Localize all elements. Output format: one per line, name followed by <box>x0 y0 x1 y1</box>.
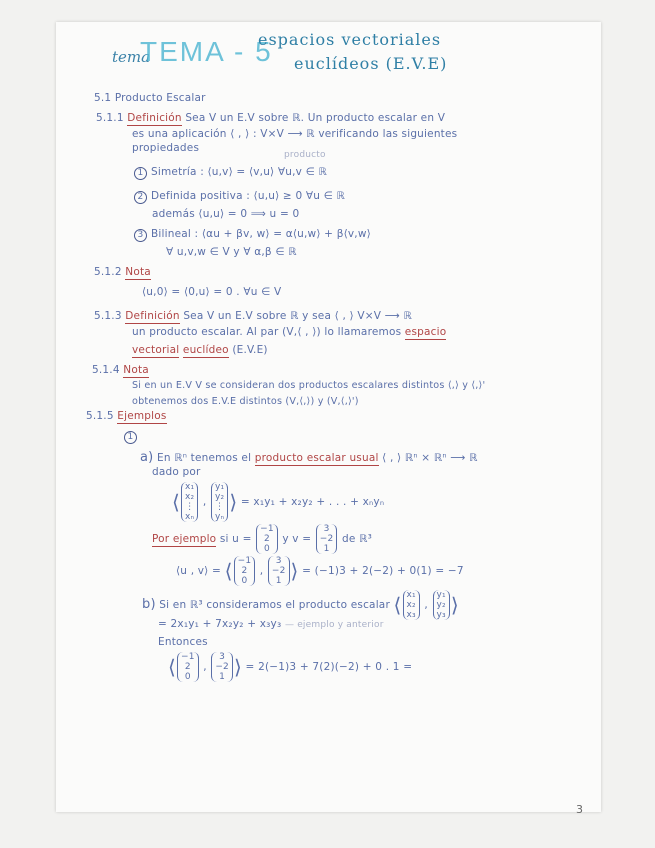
example-number <box>124 430 141 444</box>
section-5-1-heading: 5.1 Producto Escalar <box>94 92 206 104</box>
section-number: 5.1.3 <box>94 310 122 322</box>
property-bilinear-quantifier: ∀ u,v,w ∈ V y ∀ α,β ∈ ℝ <box>166 246 297 258</box>
section-number: 5.1.5 <box>86 410 114 422</box>
definition-5-1-3-line3 <box>132 344 268 356</box>
section-number: 5.1.4 <box>92 364 120 376</box>
label-b: b) <box>142 597 156 612</box>
section-number: 5.1.1 <box>96 112 124 124</box>
text: En ℝⁿ tenemos el <box>157 452 252 464</box>
property-text: Bilineal : ⟨αu + βv, w⟩ = α⟨u,w⟩ + β⟨v,w⟩ <box>151 228 371 240</box>
property-text: Definida positiva : ⟨u,u⟩ ≥ 0 ∀u ∈ ℝ <box>151 190 346 202</box>
vector-y: y₁ y₂ y₃ <box>433 590 450 620</box>
property-bilinear <box>134 228 371 242</box>
property-text: Simetría : ⟨u,v⟩ = ⟨v,u⟩ ∀u,v ∈ ℝ <box>151 166 328 178</box>
vector-v: 3 −2 1 <box>211 652 233 682</box>
example-a-line2: dado por <box>152 466 201 478</box>
property-positive-note: además ⟨u,u⟩ = 0 ⟹ u = 0 <box>152 208 300 220</box>
title-line1: espacios vectoriales <box>258 30 442 49</box>
term-euclideo: euclídeo <box>182 344 229 356</box>
term-eve: (E.V.E) <box>232 344 268 356</box>
formula: = 2x₁y₁ + 7x₂y₂ + x₃y₃ <box>158 618 282 630</box>
note-5-1-2-heading <box>94 266 151 278</box>
definition-text: Sea V un E.V sobre ℝ y sea ⟨ , ⟩ V×V ⟶ ℝ <box>183 310 412 322</box>
number-circle: 2 <box>134 191 147 204</box>
note-5-1-4-heading <box>92 364 149 376</box>
examples-5-1-5-heading <box>86 410 167 422</box>
calc: = 2(−1)3 + 7(2)(−2) + 0 . 1 = <box>245 661 413 673</box>
definition-5-1-1-line1 <box>96 112 445 124</box>
note-5-1-4-line2: obtenemos dos E.V.E distintos (V,⟨,⟩) y (V,⟨,⟩') <box>132 396 359 407</box>
example-b-line1: b) Si en ℝ³ consideramos el producto escalar ⟨ x₁ x₂ x₃ , y₁ y₂ y₃ ⟩ <box>142 590 459 620</box>
text: de ℝ³ <box>342 533 373 545</box>
example-a-ejemplo <box>152 524 372 554</box>
number-circle: 3 <box>134 229 147 242</box>
example-a-line1 <box>140 450 478 465</box>
example-b-calc: ⟨ −1 2 0 , 3 −2 1 ⟩ = 2(−1)3 + 7(2)(−2) + 0 . 1 = <box>168 652 413 682</box>
number-circle: 1 <box>124 431 137 444</box>
formula-rhs: = x₁y₁ + x₂y₂ + . . . + xₙyₙ <box>240 496 385 508</box>
examples-word: Ejemplos <box>117 410 167 422</box>
vector-u: −1 2 0 <box>256 524 278 554</box>
text: si u = <box>219 533 252 545</box>
right-angle: ⟩ <box>229 490 238 514</box>
example-a-calc: ⟨u , v⟩ = ⟨ −1 2 0 , 3 −2 1 ⟩ = (−1)3 + 2(−2) + 0(1) = −7 <box>176 556 464 586</box>
text: Si en ℝ³ consideramos el producto escalar <box>159 599 390 611</box>
example-a-formula: ⟨x₁ x₂ ⋮ xₙ , y₁ y₂ ⋮ yₙ⟩ = x₁y₁ + x₂y₂ + . . . + xₙyₙ <box>172 482 385 522</box>
title-tema-small: tema <box>112 48 151 66</box>
term-espacio: espacio <box>404 326 447 338</box>
vector-x: x₁ x₂ x₃ <box>403 590 420 620</box>
label-a: a) <box>140 450 154 465</box>
title-line2: euclídeos (E.V.E) <box>294 54 448 73</box>
vector-u: −1 2 0 <box>177 652 199 682</box>
brace-label-producto: producto <box>284 150 326 160</box>
definition-text: Sea V un E.V sobre ℝ. Un producto escalar en V <box>185 112 446 124</box>
calc-result: = (−1)3 + 2(−2) + 0(1) = −7 <box>302 565 464 577</box>
example-b-formula <box>158 618 384 630</box>
note-word: Nota <box>125 266 151 278</box>
definition-word: Definición <box>127 112 182 124</box>
definition-5-1-1-line3: propiedades <box>132 142 200 154</box>
definition-5-1-3-line1 <box>94 310 412 322</box>
title-tema-big: TEMA - 5 <box>140 36 273 67</box>
definition-5-1-3-line2 <box>132 326 446 338</box>
example-b-entonces: Entonces <box>158 636 208 648</box>
number-circle: 1 <box>134 167 147 180</box>
vector-v: 3 −2 1 <box>316 524 338 554</box>
page-number: 3 <box>576 803 584 816</box>
note-word: Nota <box>123 364 149 376</box>
definition-text: un producto escalar. Al par (V,⟨ , ⟩) lo llamaremos <box>132 326 402 338</box>
definition-word: Definición <box>125 310 180 322</box>
text: ⟨ , ⟩ ℝⁿ × ℝⁿ ⟶ ℝ <box>382 452 478 464</box>
property-positive-definite <box>134 190 345 204</box>
vector-y: y₁ y₂ ⋮ yₙ <box>211 482 228 522</box>
definition-5-1-1-line2: es una aplicación ⟨ , ⟩ : V×V ⟶ ℝ verificando las siguientes <box>132 128 458 140</box>
term-vectorial: vectorial <box>132 344 180 356</box>
term-producto-escalar-usual: producto escalar usual <box>254 452 379 464</box>
annotation: — ejemplo y anterior <box>284 620 384 630</box>
vector-u: −1 2 0 <box>234 556 256 586</box>
left-angle: ⟨ <box>172 490 181 514</box>
vector-x: x₁ x₂ ⋮ xₙ <box>181 482 198 522</box>
por-ejemplo: Por ejemplo <box>152 533 217 545</box>
property-symmetry <box>134 166 327 180</box>
note-5-1-4-line1: Si en un E.V V se consideran dos productos escalares distintos ⟨,⟩ y ⟨,⟩' <box>132 380 486 391</box>
vector-v: 3 −2 1 <box>268 556 290 586</box>
section-number: 5.1.2 <box>94 266 122 278</box>
text: y v = <box>282 533 312 545</box>
note-5-1-2-text: ⟨u,0⟩ = ⟨0,u⟩ = 0 . ∀u ∈ V <box>142 286 282 298</box>
